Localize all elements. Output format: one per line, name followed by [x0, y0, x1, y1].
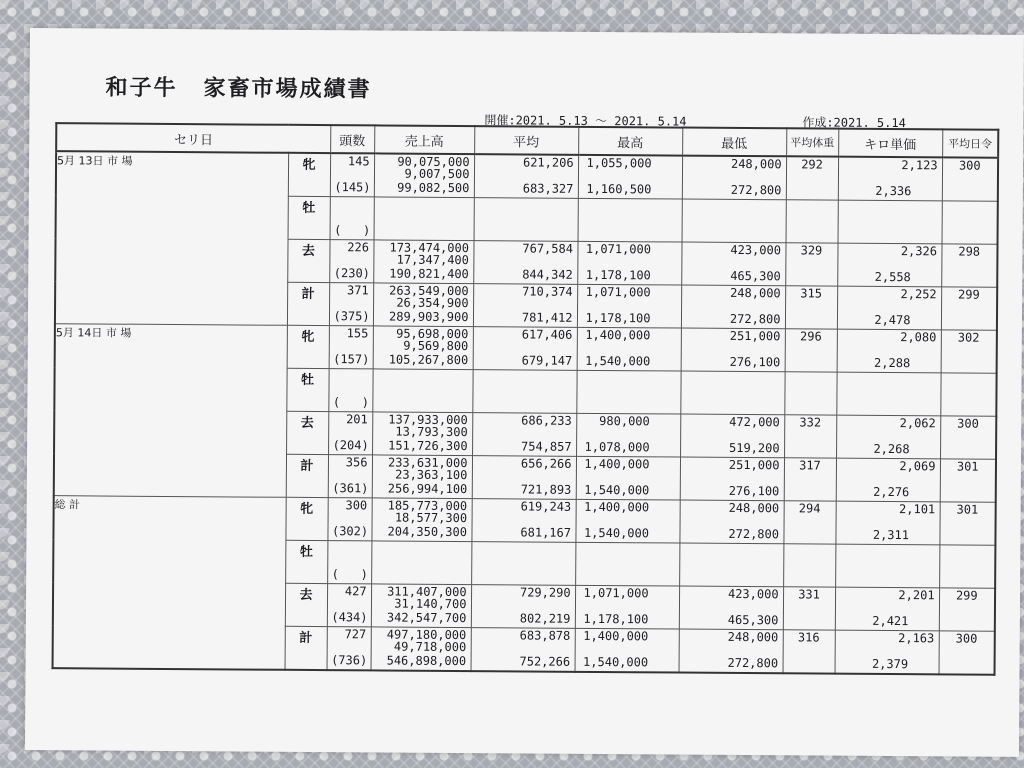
cell-sales [373, 240, 473, 284]
value-age: 300 [955, 631, 978, 646]
header-kilo-price: キロ単価 [838, 129, 942, 158]
value-kilo3: 2,288 [874, 355, 911, 371]
title-main: 和子牛 [105, 75, 178, 102]
cell-heads [328, 412, 372, 455]
cell-max [575, 542, 679, 586]
cell-heads [330, 197, 374, 240]
value-avg3: 679,147 [521, 353, 573, 368]
value-max1: 1,055,000 [586, 155, 652, 171]
section-label: 5月 13日 市 場 [55, 151, 288, 325]
cell-max [576, 370, 680, 414]
cell-sales [372, 455, 472, 499]
cell-age [942, 201, 998, 244]
cell-avg [472, 456, 576, 500]
value-sales3: 204,350,300 [387, 524, 468, 540]
cell-age [939, 631, 995, 675]
value-min3: 272,800 [730, 182, 782, 198]
cell-age [939, 588, 995, 631]
cell-avg [473, 327, 577, 371]
cell-age [939, 502, 995, 545]
value-kilo3: 2,276 [873, 484, 910, 500]
value-kilo1: 2,080 [900, 330, 937, 345]
value-sales1: 185,773,000 [387, 498, 468, 514]
cell-min [681, 328, 785, 372]
value-sales3: 99,082,500 [397, 180, 470, 196]
value-heads2: ( ) [331, 567, 368, 582]
cell-kilo [836, 372, 940, 416]
cattle-type-cell: 牡 [285, 540, 327, 583]
cell-avg [472, 370, 576, 414]
value-min3: 272,800 [729, 311, 781, 327]
value-weight: 296 [799, 329, 822, 344]
value-heads2: ( ) [334, 223, 371, 238]
cell-age [941, 330, 997, 373]
header-seri-date: セリ日 [56, 123, 330, 153]
value-sales2: 17,347,400 [396, 252, 469, 268]
value-min3: 465,300 [730, 268, 781, 284]
value-sales1: 90,075,000 [397, 154, 470, 170]
value-age: 299 [958, 287, 980, 302]
cell-min [680, 457, 784, 501]
cell-heads [327, 498, 371, 541]
value-min1: 248,000 [728, 500, 780, 516]
cell-kilo [838, 157, 942, 201]
value-heads2: (145) [334, 180, 371, 195]
cell-sales [371, 584, 471, 628]
cattle-type-cell: 牡 [286, 368, 328, 411]
header-heads: 頭数 [330, 125, 374, 153]
cell-max [577, 284, 681, 328]
value-sales2: 13,793,300 [395, 424, 468, 440]
value-weight: 316 [797, 630, 820, 645]
value-age: 299 [955, 588, 978, 603]
value-heads2: (302) [331, 524, 369, 539]
cell-weight [783, 544, 835, 587]
section-label: 総 計 [53, 496, 286, 670]
table-row [56, 151, 998, 201]
value-max3: 1,178,100 [583, 611, 649, 627]
value-max1: 1,071,000 [585, 284, 651, 300]
cell-heads [328, 369, 372, 412]
cattle-type-cell: 牝 [288, 153, 330, 197]
value-min3: 272,800 [727, 655, 779, 671]
cell-weight [785, 329, 837, 372]
value-heads: 226 [347, 240, 370, 255]
section-label: 5月 14日 市 場 [54, 324, 287, 498]
value-heads: 371 [346, 283, 369, 298]
cell-kilo [836, 415, 940, 459]
cell-age [941, 244, 997, 287]
value-max1: 980,000 [599, 413, 650, 429]
value-age: 301 [956, 502, 979, 517]
cell-min [681, 285, 785, 329]
cell-age [940, 373, 996, 416]
value-avg3: 681,167 [520, 525, 572, 540]
value-max3: 1,160,500 [586, 181, 652, 197]
cell-heads [327, 584, 371, 627]
value-kilo3: 2,421 [872, 613, 909, 629]
value-max3: 1,178,100 [585, 310, 651, 326]
header-min: 最低 [682, 128, 786, 157]
cell-kilo [837, 329, 941, 373]
header-avg-age: 平均日令 [942, 129, 998, 157]
header-avg-weight: 平均体重 [786, 128, 838, 156]
cell-heads [330, 153, 374, 197]
value-max1: 1,400,000 [583, 628, 649, 644]
value-weight: 294 [798, 501, 821, 516]
cell-min [682, 156, 786, 200]
cell-max [577, 327, 681, 371]
value-heads2: (434) [331, 610, 368, 625]
cell-weight [784, 458, 836, 501]
value-kilo3: 2,558 [874, 269, 911, 285]
cattle-type-cell: 計 [286, 454, 328, 497]
value-heads2: ( ) [332, 395, 370, 410]
value-sales2: 23,363,100 [395, 467, 468, 483]
value-sales2: 9,569,800 [403, 338, 469, 354]
cell-min [679, 543, 783, 587]
cell-min [680, 371, 784, 415]
cell-sales [371, 627, 471, 671]
value-min1: 248,000 [730, 285, 781, 301]
value-age: 298 [958, 244, 981, 259]
cell-max [578, 198, 682, 242]
value-avg3: 781,412 [521, 310, 573, 325]
value-min1: 423,000 [727, 586, 779, 602]
cell-age [942, 157, 998, 201]
value-max3: 1,540,000 [585, 353, 651, 369]
cell-max [576, 413, 680, 457]
table-row [53, 496, 995, 546]
value-min1: 248,000 [727, 629, 779, 645]
value-max1: 1,071,000 [585, 241, 652, 257]
value-avg1: 619,243 [520, 499, 572, 514]
cell-weight [786, 156, 838, 200]
value-heads2: (230) [333, 266, 370, 281]
cell-avg [471, 499, 575, 543]
value-avg1: 683,878 [519, 628, 571, 643]
cattle-type-cell: 牝 [285, 497, 327, 540]
value-avg1: 729,290 [519, 585, 571, 600]
value-sales3: 342,547,700 [386, 610, 467, 626]
cattle-type-cell: 計 [287, 282, 329, 325]
value-heads2: (375) [333, 309, 370, 324]
table-row [55, 324, 997, 374]
value-min3: 465,300 [727, 612, 779, 628]
cell-max [575, 499, 679, 543]
value-age: 301 [956, 459, 979, 474]
value-kilo1: 2,326 [900, 244, 938, 259]
value-max1: 1,400,000 [585, 327, 651, 343]
value-avg3: 683,327 [522, 181, 574, 196]
value-age: 302 [957, 330, 980, 345]
value-max1: 1,071,000 [583, 585, 649, 601]
cell-sales [371, 498, 471, 542]
value-kilo1: 2,062 [899, 416, 936, 431]
cell-kilo [835, 544, 939, 588]
cell-min [682, 199, 786, 243]
cell-weight [785, 286, 837, 329]
value-max3: 1,540,000 [583, 525, 650, 541]
value-max3: 1,540,000 [584, 482, 650, 498]
header-average: 平均 [474, 126, 578, 155]
value-heads: 201 [346, 412, 368, 427]
cell-kilo [837, 243, 941, 287]
value-kilo3: 2,478 [874, 312, 911, 328]
value-avg1: 686,233 [521, 413, 572, 428]
cell-kilo [835, 587, 939, 631]
cell-min [679, 500, 783, 544]
value-avg3: 752,266 [519, 654, 571, 669]
value-min1: 472,000 [729, 414, 780, 430]
value-sales3: 190,821,400 [389, 266, 469, 282]
value-sales2: 26,354,900 [396, 295, 469, 311]
value-weight: 332 [799, 415, 822, 430]
cell-age [940, 459, 996, 502]
cattle-type-cell: 去 [287, 239, 329, 282]
cell-sales [374, 153, 474, 197]
value-heads: 356 [345, 455, 368, 470]
value-kilo1: 2,101 [899, 502, 936, 517]
value-weight: 292 [801, 157, 823, 172]
value-heads: 427 [344, 584, 367, 599]
cell-kilo [837, 286, 941, 330]
cattle-type-cell: 去 [286, 411, 328, 454]
cell-sales [374, 197, 474, 241]
cell-weight [783, 501, 835, 544]
cell-max [576, 456, 680, 500]
cell-heads [327, 541, 371, 584]
value-kilo3: 2,379 [871, 656, 909, 672]
cell-avg [471, 628, 575, 672]
cell-sales [371, 541, 471, 585]
value-sales1: 311,407,000 [387, 584, 467, 600]
cattle-type-cell: 牝 [287, 325, 329, 368]
value-min3: 276,100 [729, 354, 781, 370]
cell-kilo [835, 630, 939, 674]
cell-max [575, 585, 679, 629]
cell-kilo [835, 501, 939, 545]
cell-sales [372, 412, 472, 456]
value-kilo1: 2,123 [901, 158, 938, 173]
cell-heads [329, 326, 373, 369]
cell-age [941, 287, 997, 330]
cell-age [939, 545, 995, 588]
value-max3: 1,178,100 [585, 267, 651, 283]
report-sheet [25, 28, 1024, 757]
value-avg3: 754,857 [520, 439, 572, 454]
value-age: 300 [957, 416, 979, 431]
value-heads2: (157) [333, 352, 370, 367]
value-heads: 145 [347, 154, 370, 169]
value-kilo1: 2,163 [898, 631, 935, 646]
value-sales1: 95,698,000 [396, 326, 469, 342]
value-heads2: (361) [332, 481, 369, 496]
value-sales3: 289,903,900 [388, 309, 469, 325]
cell-max [577, 241, 681, 285]
value-avg1: 710,374 [522, 284, 573, 299]
cell-sales [373, 283, 473, 327]
cattle-type-cell: 計 [285, 626, 327, 670]
value-min1: 251,000 [728, 457, 780, 473]
cell-kilo [838, 200, 942, 244]
value-min3: 276,100 [728, 483, 780, 499]
value-avg1: 656,266 [520, 456, 572, 471]
cell-heads [329, 240, 373, 283]
cell-age [940, 416, 996, 459]
value-avg1: 621,206 [522, 155, 574, 170]
value-weight: 331 [798, 587, 820, 602]
value-heads2: (204) [332, 438, 369, 453]
value-weight: 329 [800, 243, 823, 258]
value-sales1: 137,933,000 [388, 412, 468, 428]
cattle-type-cell: 去 [285, 583, 327, 626]
value-heads: 727 [344, 627, 367, 642]
value-avg1: 767,584 [522, 241, 574, 256]
cell-min [679, 586, 783, 630]
cell-avg [472, 413, 576, 457]
cell-weight [783, 587, 835, 630]
value-kilo3: 2,336 [875, 183, 912, 199]
cell-avg [474, 198, 578, 242]
cell-heads [329, 283, 373, 326]
cell-weight [786, 200, 838, 243]
cell-sales [373, 326, 473, 370]
value-sales2: 31,140,700 [394, 596, 467, 612]
value-kilo1: 2,069 [899, 459, 936, 474]
cell-avg [473, 284, 577, 328]
cell-sales [372, 369, 472, 413]
value-kilo1: 2,201 [898, 588, 935, 603]
cell-min [679, 629, 783, 673]
cell-heads [328, 455, 372, 498]
value-sales3: 105,267,800 [388, 352, 469, 368]
cell-heads [327, 627, 371, 671]
value-weight: 317 [799, 458, 821, 473]
value-max3: 1,540,000 [583, 654, 649, 670]
value-kilo3: 2,311 [872, 527, 910, 543]
value-heads: 155 [346, 326, 369, 341]
cell-weight [784, 415, 836, 458]
value-sales1: 233,631,000 [387, 455, 468, 471]
cell-min [681, 242, 785, 286]
value-age: 300 [958, 158, 981, 173]
cell-min [680, 414, 784, 458]
value-heads2: (736) [331, 653, 368, 668]
created-date: 作成:2021. 5.14 [802, 115, 906, 131]
value-kilo3: 2,268 [873, 441, 910, 457]
value-avg3: 844,342 [522, 267, 573, 282]
value-avg3: 802,219 [519, 611, 571, 626]
cattle-type-cell: 牡 [288, 196, 330, 239]
cell-avg [473, 241, 577, 285]
header-max: 最高 [578, 127, 682, 156]
value-sales3: 546,898,000 [386, 653, 467, 669]
value-max1: 1,400,000 [584, 499, 650, 515]
value-kilo1: 2,252 [900, 287, 937, 302]
value-sales1: 497,180,000 [386, 627, 467, 643]
value-sales2: 49,718,000 [393, 639, 467, 655]
value-min3: 272,800 [728, 526, 780, 542]
value-min1: 251,000 [729, 328, 781, 344]
cell-kilo [836, 458, 940, 502]
cell-weight [784, 372, 836, 415]
header-sales: 売上高 [374, 125, 474, 154]
cell-max [578, 155, 682, 199]
cell-max [575, 628, 679, 672]
results-body [53, 151, 999, 675]
title-sub: 家畜市場成績書 [203, 76, 372, 103]
document-title [105, 71, 371, 104]
auction-period: 開催:2021. 5.13 ～ 2021. 5.14 [484, 113, 687, 129]
value-weight: 315 [800, 286, 823, 301]
value-sales2: 18,577,300 [394, 510, 468, 526]
value-min3: 519,200 [728, 440, 780, 456]
value-sales1: 173,474,000 [389, 240, 470, 256]
value-max1: 1,400,000 [584, 456, 650, 472]
value-sales2: 9,007,500 [404, 166, 470, 182]
value-sales1: 263,549,000 [389, 283, 469, 299]
cell-avg [474, 154, 578, 198]
value-min1: 248,000 [730, 156, 782, 172]
results-table [52, 122, 1000, 676]
cell-avg [471, 585, 575, 629]
value-sales3: 151,726,300 [388, 438, 468, 454]
cell-weight [783, 630, 835, 674]
value-min1: 423,000 [730, 242, 782, 258]
value-max3: 1,078,000 [584, 439, 650, 455]
value-avg1: 617,406 [521, 327, 573, 342]
value-avg3: 721,893 [520, 482, 572, 497]
cell-avg [471, 542, 575, 586]
value-sales3: 256,994,100 [387, 481, 468, 497]
cell-weight [785, 243, 837, 286]
value-heads: 300 [345, 498, 368, 513]
